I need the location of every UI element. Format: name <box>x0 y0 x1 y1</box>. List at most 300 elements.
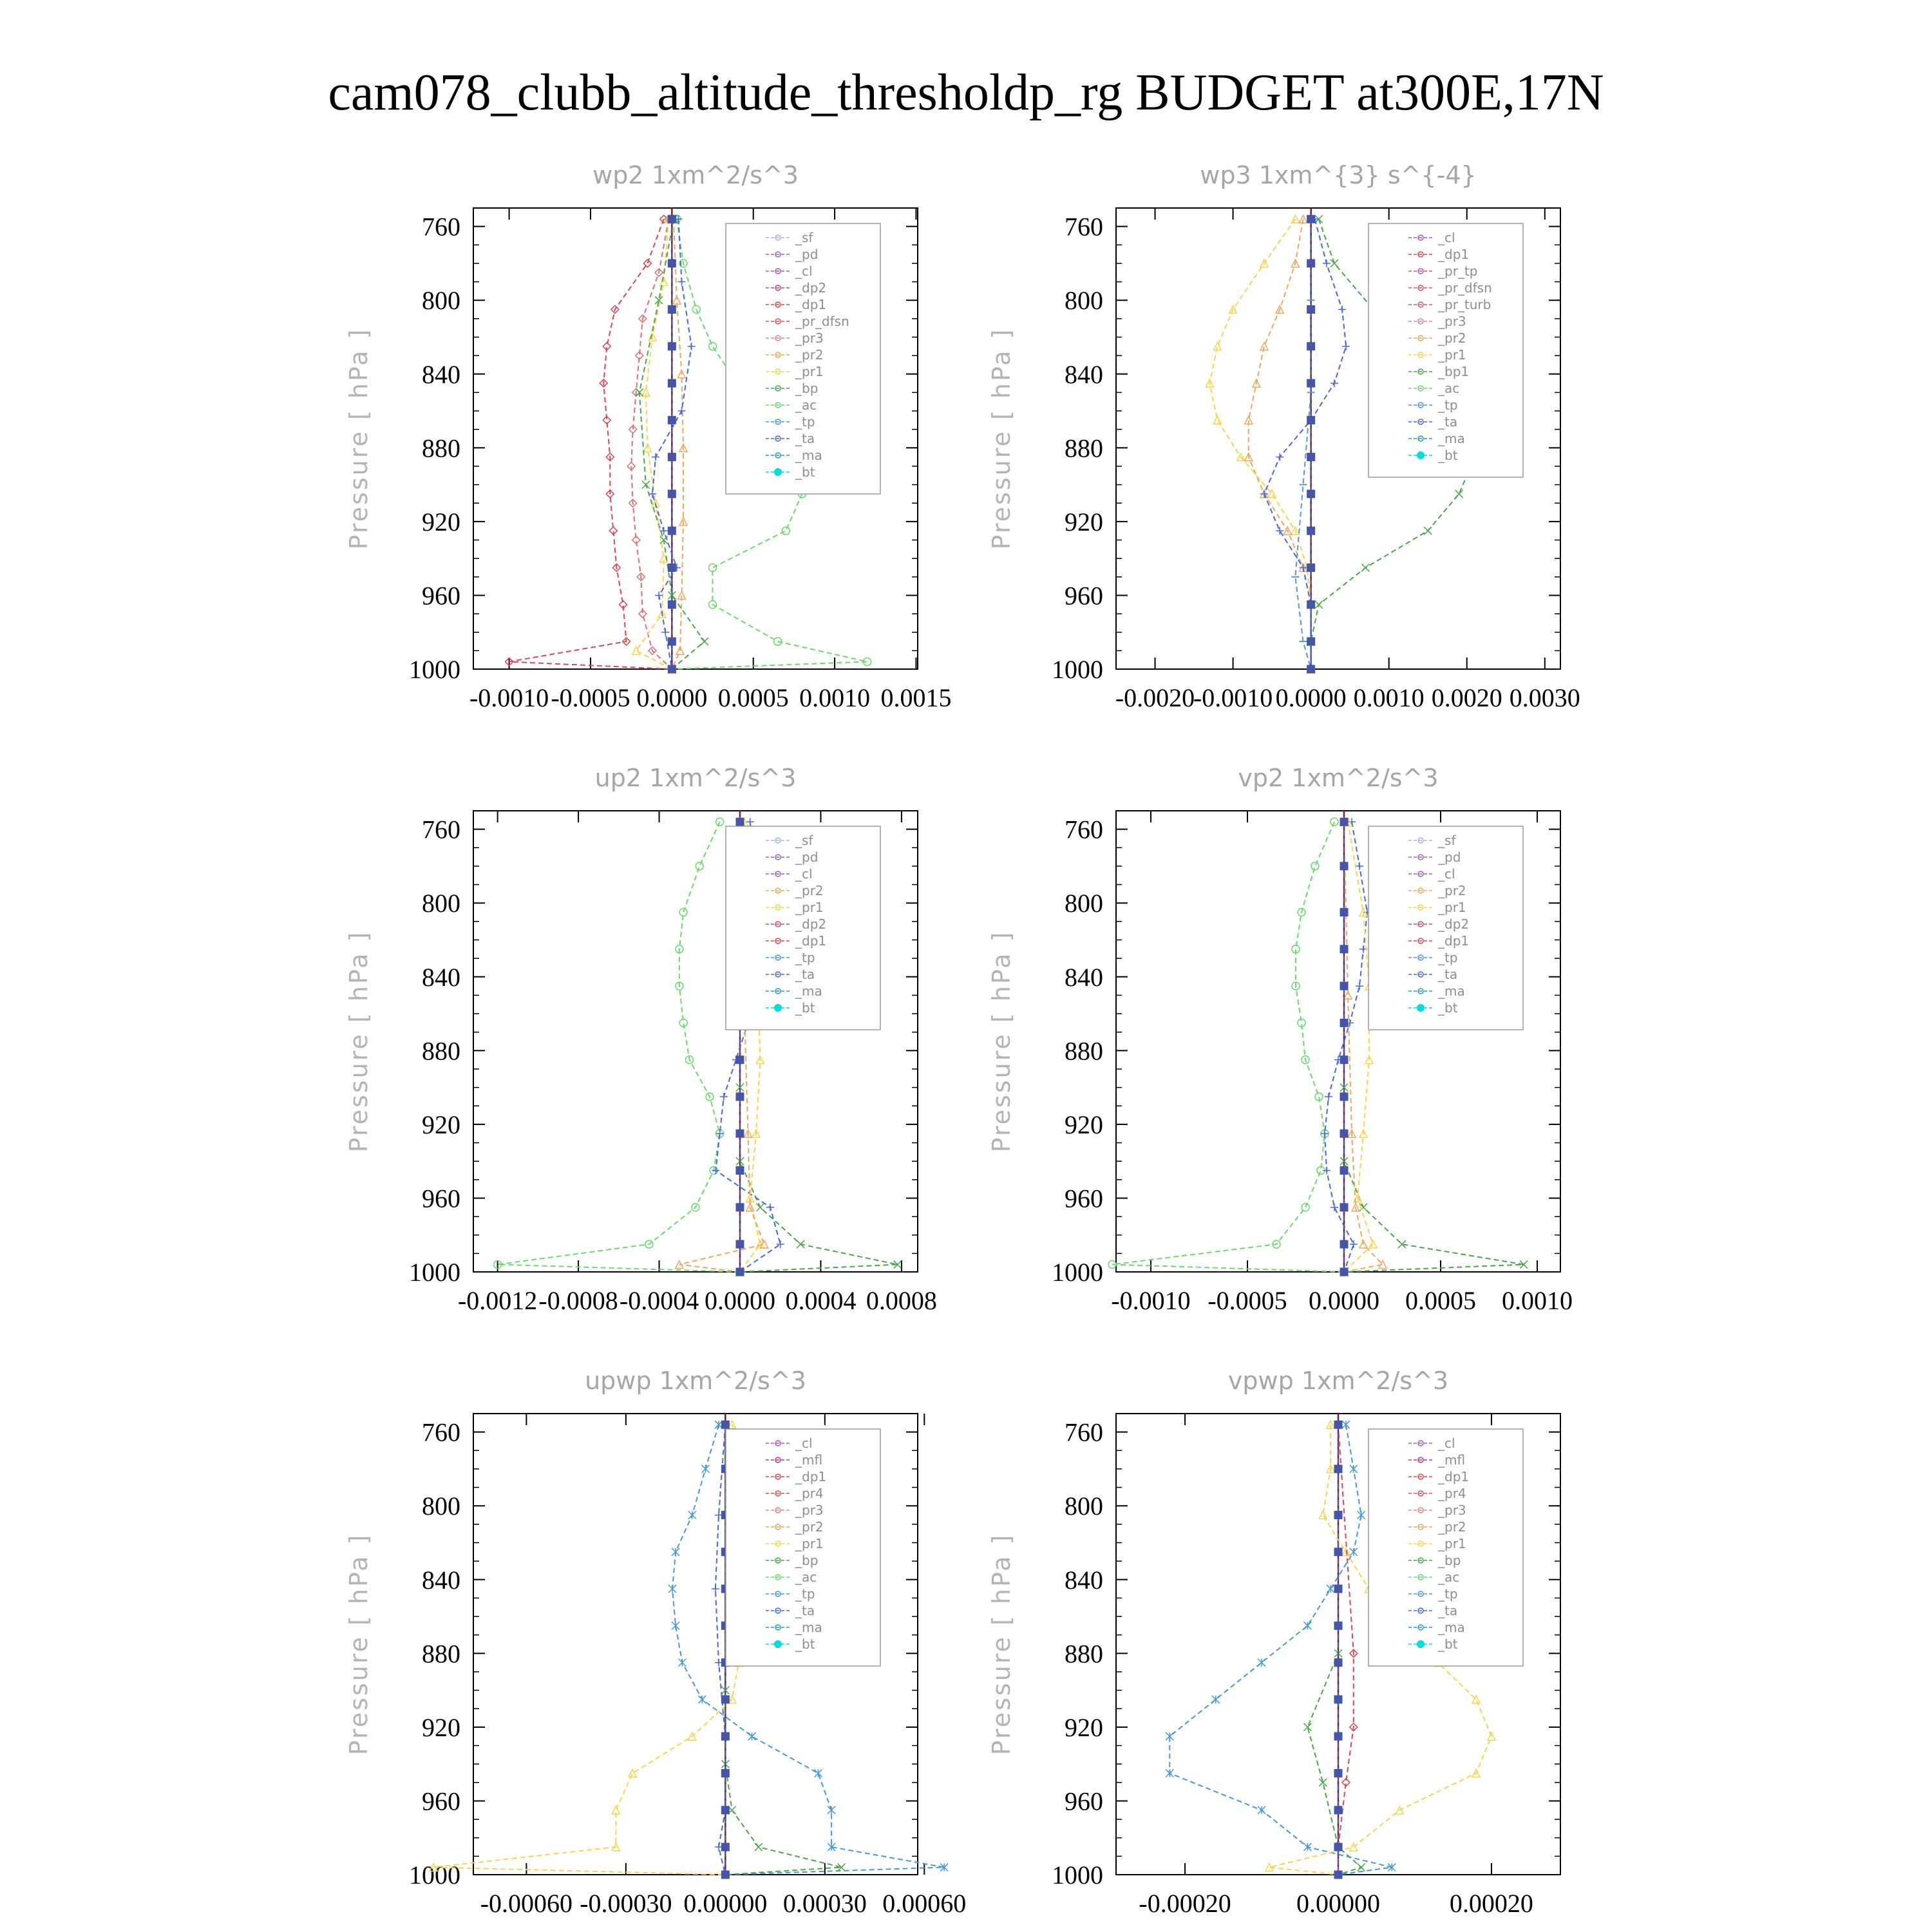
data-point <box>642 481 650 489</box>
data-point <box>1302 1204 1309 1211</box>
legend-label: _pr3 <box>1438 1502 1466 1518</box>
legend-label: _pr_turb <box>1438 297 1492 312</box>
legend-label: _pr_tp <box>1438 263 1478 279</box>
x-tick-label: 0.0030 <box>1509 683 1580 712</box>
legend-label: _dp1 <box>795 1469 827 1484</box>
legend-label: _dp1 <box>795 297 827 312</box>
legend-label: _pr4 <box>795 1486 824 1501</box>
data-point <box>1342 1421 1350 1428</box>
data-point <box>1340 1204 1348 1211</box>
y-tick-label: 800 <box>1065 889 1103 918</box>
data-point <box>1334 1511 1342 1519</box>
legend <box>1368 1429 1523 1666</box>
data-point <box>721 1696 729 1703</box>
x-tick-label: 0.0000 <box>1275 683 1347 712</box>
x-tick-label: 0.0004 <box>785 1286 857 1315</box>
data-point <box>1325 1093 1332 1101</box>
x-tick-label: -0.0005 <box>551 683 630 712</box>
data-point <box>1340 862 1348 870</box>
data-point <box>1166 1769 1173 1777</box>
data-point <box>1455 490 1463 498</box>
y-tick-label: 1000 <box>1052 1258 1103 1287</box>
legend-marker <box>1417 451 1425 459</box>
data-point <box>1334 1659 1342 1667</box>
y-tick-label: 760 <box>422 212 460 242</box>
data-point <box>632 647 640 654</box>
data-point <box>1340 945 1348 953</box>
y-axis-label: Pressure [ hPa ] <box>345 327 373 550</box>
data-point <box>1327 1585 1334 1593</box>
legend-marker <box>774 1640 782 1648</box>
y-tick-label: 840 <box>1065 1565 1103 1595</box>
legend-label: _ta <box>1438 1603 1458 1618</box>
legend <box>1368 826 1523 1030</box>
data-point <box>1334 1585 1342 1593</box>
legend-label: _mfl <box>1438 1452 1466 1468</box>
legend-label: _cl <box>1438 230 1455 245</box>
y-tick-label: 960 <box>1065 581 1103 611</box>
data-point <box>655 591 663 599</box>
y-tick-label: 1000 <box>409 655 460 684</box>
series-line <box>1264 219 1346 669</box>
legend-label: _sf <box>795 833 813 848</box>
data-point <box>1260 490 1268 498</box>
data-point <box>1307 416 1315 424</box>
panel-title: vpwp 1xm^2/s^3 <box>1227 1367 1449 1395</box>
legend-label: _mfl <box>795 1452 823 1468</box>
legend-label: _bp1 <box>1438 364 1470 379</box>
data-point <box>1307 638 1315 645</box>
data-point <box>815 1769 822 1777</box>
y-tick-label: 960 <box>422 581 460 611</box>
data-point <box>1356 982 1363 990</box>
legend-label: _bp <box>1438 1553 1461 1568</box>
y-tick-label: 760 <box>1065 212 1103 242</box>
x-tick-label: 0.0005 <box>1405 1286 1476 1315</box>
legend-label: _dp1 <box>795 933 827 949</box>
data-point <box>1334 1421 1342 1428</box>
legend-marker <box>1417 1640 1425 1648</box>
panel-5 <box>345 1367 966 1918</box>
x-tick-label: 0.00000 <box>683 1889 768 1918</box>
y-tick-label: 1000 <box>1052 655 1103 684</box>
y-tick-label: 960 <box>422 1184 460 1213</box>
data-point <box>1340 1268 1348 1276</box>
series-dp2 <box>506 215 676 673</box>
data-point <box>828 1806 835 1814</box>
legend-label: _cl <box>795 1435 813 1451</box>
legend-label: _ta <box>795 431 815 446</box>
data-point <box>1388 1864 1396 1871</box>
data-point <box>1315 601 1323 609</box>
legend-label: _ta <box>795 967 815 982</box>
data-point <box>1331 1204 1338 1211</box>
legend-label: _pr2 <box>795 347 824 363</box>
legend-label: _pr2 <box>795 883 824 898</box>
data-point <box>721 1732 729 1740</box>
y-tick-label: 840 <box>422 962 460 992</box>
legend-label: _bp <box>795 1553 819 1568</box>
legend-label: _dp1 <box>1438 247 1470 262</box>
y-axis-label: Pressure [ hPa ] <box>345 1533 373 1756</box>
legend-label: _pr1 <box>795 1536 824 1551</box>
series-ta <box>1260 215 1350 673</box>
x-tick-label: -0.00060 <box>480 1889 573 1918</box>
legend-label: _ma <box>1438 1620 1465 1635</box>
x-tick-label: 0.0020 <box>1431 683 1502 712</box>
data-point <box>678 1659 686 1667</box>
series-pr1 <box>430 1421 769 1879</box>
data-point <box>1358 1864 1365 1871</box>
data-point <box>1166 1732 1173 1740</box>
data-point <box>721 1769 729 1777</box>
legend-label: _bt <box>795 1000 815 1016</box>
panel-4 <box>987 764 1573 1315</box>
legend-label: _pr_dfsn <box>795 314 849 329</box>
legend-label: _pr3 <box>795 1502 824 1518</box>
legend-label: _tp <box>1438 1586 1458 1602</box>
data-point <box>1340 1130 1348 1137</box>
data-point <box>1358 1511 1365 1519</box>
x-tick-label: 0.00060 <box>882 1889 967 1918</box>
y-tick-label: 920 <box>422 1712 460 1742</box>
y-tick-label: 840 <box>422 1565 460 1595</box>
data-point <box>668 416 676 424</box>
legend-label: _bt <box>1438 1000 1458 1016</box>
data-point <box>777 1240 784 1248</box>
data-point <box>668 343 676 350</box>
data-point <box>1340 1019 1348 1027</box>
data-point <box>1350 1548 1358 1556</box>
data-point <box>1348 818 1356 826</box>
series-ma <box>1166 1421 1396 1879</box>
legend-label: _dp1 <box>1438 1469 1470 1484</box>
data-point <box>736 818 744 826</box>
series-pr2 <box>1245 215 1315 673</box>
series-line <box>1170 1425 1392 1875</box>
y-tick-label: 800 <box>422 1492 460 1521</box>
series-dp1 <box>1108 818 1348 1276</box>
series-line <box>1112 822 1344 1272</box>
data-point <box>756 1204 764 1211</box>
y-tick-label: 960 <box>1065 1786 1103 1816</box>
data-point <box>1334 1696 1342 1703</box>
data-point <box>701 638 708 645</box>
legend-label: _pr3 <box>795 330 824 346</box>
data-point <box>1342 343 1350 350</box>
data-point <box>661 629 669 636</box>
legend-label: _bt <box>795 464 815 480</box>
legend-label: _ac <box>795 1569 817 1585</box>
x-tick-label: 0.00020 <box>1449 1889 1533 1918</box>
legend-label: _pr1 <box>1438 900 1466 915</box>
legend-marker <box>774 1004 782 1012</box>
data-point <box>736 1130 744 1137</box>
data-point <box>1340 818 1348 826</box>
data-point <box>668 601 676 609</box>
data-point <box>1258 1659 1265 1667</box>
data-point <box>1340 1166 1348 1174</box>
data-point <box>712 1166 719 1174</box>
legend-label: _tp <box>1438 950 1458 965</box>
data-point <box>720 1093 728 1101</box>
data-point <box>755 1843 762 1851</box>
y-tick-label: 880 <box>1065 1639 1103 1669</box>
x-tick-label: 0.0010 <box>1353 683 1425 712</box>
y-tick-label: 840 <box>422 359 460 389</box>
data-point <box>1331 379 1338 387</box>
x-tick-label: 0.0000 <box>636 683 708 712</box>
data-point <box>1258 1806 1265 1814</box>
data-point <box>1334 1843 1342 1851</box>
data-point <box>668 379 676 387</box>
y-tick-label: 920 <box>422 507 460 536</box>
x-tick-label: 0.0008 <box>866 1286 937 1315</box>
data-point <box>736 1093 744 1101</box>
data-point <box>1307 343 1315 350</box>
data-point <box>1334 1548 1342 1556</box>
y-tick-label: 880 <box>422 1036 460 1066</box>
y-tick-label: 760 <box>1065 815 1103 844</box>
data-point <box>678 407 686 415</box>
legend-label: _ta <box>795 1603 815 1618</box>
legend-marker <box>774 468 782 476</box>
data-point <box>1303 1622 1311 1629</box>
legend-label: _ac <box>1438 1569 1460 1585</box>
data-point <box>709 564 717 571</box>
data-point <box>1361 564 1369 571</box>
data-point <box>721 1871 729 1879</box>
data-point <box>1307 601 1315 609</box>
x-tick-label: -0.0005 <box>1208 1286 1287 1315</box>
x-tick-label: -0.00030 <box>580 1889 672 1918</box>
legend-label: _ac <box>1438 381 1460 396</box>
data-point <box>1356 862 1363 870</box>
legend-label: _pr1 <box>795 900 824 915</box>
y-tick-label: 880 <box>1065 433 1103 463</box>
legend-label: _pr2 <box>795 1519 824 1535</box>
data-point <box>688 343 696 350</box>
data-point <box>1307 453 1315 461</box>
x-tick-label: -0.0008 <box>538 1286 618 1315</box>
y-tick-label: 800 <box>1065 1492 1103 1521</box>
legend-label: _pr1 <box>1438 347 1466 363</box>
data-point <box>1303 1723 1311 1731</box>
x-tick-label: 0.00030 <box>782 1889 867 1918</box>
x-tick-label: 0.0010 <box>1502 1286 1573 1315</box>
x-tick-label: -0.0020 <box>1115 683 1195 712</box>
data-point <box>668 490 676 498</box>
legend-label: _pd <box>795 849 819 865</box>
data-point <box>1334 1622 1342 1629</box>
legend-label: _tp <box>795 950 815 965</box>
data-point <box>736 1204 744 1211</box>
data-point <box>668 1585 676 1593</box>
legend-label: _pr4 <box>1438 1486 1466 1501</box>
data-point <box>1323 260 1331 267</box>
panel-title: wp2 1xm^2/s^3 <box>592 161 799 189</box>
y-tick-label: 760 <box>422 815 460 844</box>
y-tick-label: 920 <box>422 1110 460 1139</box>
legend-label: _sf <box>795 230 813 245</box>
data-point <box>736 1240 744 1248</box>
data-point <box>1338 306 1346 314</box>
data-point <box>1307 260 1315 267</box>
y-tick-label: 800 <box>1065 286 1103 316</box>
y-tick-label: 960 <box>422 1786 460 1816</box>
y-tick-label: 920 <box>1065 1110 1103 1139</box>
x-tick-label: -0.0012 <box>457 1286 538 1315</box>
series-line <box>498 822 740 1272</box>
legend-label: _dp1 <box>1438 933 1470 949</box>
legend-label: _dp2 <box>1438 916 1470 932</box>
data-point <box>1307 564 1315 571</box>
data-point <box>782 527 790 535</box>
series-line <box>433 1425 765 1875</box>
data-point <box>1334 1806 1342 1814</box>
panel-title: vp2 1xm^2/s^3 <box>1238 764 1439 792</box>
data-point <box>668 564 676 571</box>
legend <box>726 826 880 1030</box>
y-axis-label: Pressure [ hPa ] <box>345 930 373 1153</box>
legend-label: _sf <box>1438 833 1456 848</box>
legend-label: _cl <box>1438 866 1455 882</box>
x-tick-label: -0.0004 <box>619 1286 699 1315</box>
legend-label: _pr3 <box>1438 314 1466 329</box>
data-point <box>668 638 676 645</box>
panel-2 <box>987 161 1580 712</box>
data-point <box>1331 260 1338 267</box>
panel-title: upwp 1xm^2/s^3 <box>585 1367 806 1395</box>
data-point <box>1331 818 1338 826</box>
y-tick-label: 880 <box>422 1639 460 1669</box>
y-tick-label: 920 <box>1065 1712 1103 1742</box>
series-line <box>1209 219 1311 669</box>
panel-title: wp3 1xm^{3} s^{-4} <box>1200 161 1477 189</box>
data-point <box>1276 527 1283 535</box>
data-point <box>1424 527 1432 535</box>
y-axis-label: Pressure [ hPa ] <box>987 930 1016 1153</box>
legend <box>1368 223 1523 477</box>
panel-3 <box>345 764 937 1315</box>
data-point <box>668 527 676 535</box>
data-point <box>1334 1465 1342 1473</box>
legend-label: _bt <box>795 1636 815 1652</box>
data-point <box>678 278 686 286</box>
data-point <box>736 1056 744 1064</box>
legend-label: _pr_dfsn <box>1438 280 1492 296</box>
series-dp1 <box>494 818 744 1276</box>
data-point <box>1307 490 1315 498</box>
data-point <box>672 1622 679 1629</box>
legend-label: _dp2 <box>795 916 827 932</box>
x-tick-label: 0.0000 <box>1309 1286 1379 1315</box>
data-point <box>679 909 687 916</box>
y-tick-label: 800 <box>422 889 460 918</box>
legend-label: _ma <box>795 1620 822 1635</box>
y-tick-label: 1000 <box>409 1258 460 1287</box>
data-point <box>668 306 676 314</box>
y-tick-label: 840 <box>1065 359 1103 389</box>
legend-label: _bt <box>1438 448 1458 463</box>
legend-label: _pr1 <box>1438 1536 1466 1551</box>
y-tick-label: 880 <box>422 433 460 463</box>
legend-label: _bt <box>1438 1636 1458 1652</box>
legend <box>726 223 880 494</box>
legend-label: _tp <box>795 414 815 430</box>
y-tick-label: 760 <box>422 1417 460 1447</box>
y-axis-label: Pressure [ hPa ] <box>987 1533 1016 1756</box>
x-tick-label: 0.00000 <box>1296 1889 1380 1918</box>
legend-label: _bp <box>795 381 819 396</box>
data-point <box>1350 1465 1358 1473</box>
legend-label: _ma <box>1438 983 1465 999</box>
data-point <box>1340 1056 1348 1064</box>
data-point <box>668 453 676 461</box>
data-point <box>1307 665 1315 673</box>
y-tick-label: 1000 <box>409 1861 460 1889</box>
data-point <box>701 1465 709 1473</box>
y-tick-label: 1000 <box>1052 1861 1103 1889</box>
data-point <box>1334 1871 1342 1879</box>
legend-label: _tp <box>1438 397 1458 413</box>
legend-label: _pr2 <box>1438 330 1466 346</box>
data-point <box>688 1511 696 1519</box>
legend-label: _pd <box>1438 849 1461 865</box>
data-point <box>1334 1769 1342 1777</box>
data-point <box>1340 982 1348 990</box>
legend-label: _pr2 <box>1438 883 1466 898</box>
x-tick-label: 0.0005 <box>717 683 789 712</box>
data-point <box>716 818 724 826</box>
panel-6 <box>987 1367 1560 1918</box>
y-tick-label: 800 <box>422 286 460 316</box>
x-tick-label: -0.0010 <box>1111 1286 1191 1315</box>
data-point <box>1212 1696 1220 1703</box>
panel-1 <box>345 161 951 712</box>
legend-label: _ma <box>795 448 822 463</box>
legend-label: _dp2 <box>795 280 827 296</box>
legend-label: _ma <box>1438 431 1465 446</box>
data-point <box>1291 215 1299 223</box>
data-point <box>698 1696 706 1703</box>
data-point <box>1334 1732 1342 1740</box>
series-line <box>1249 219 1311 669</box>
data-point <box>766 1204 774 1211</box>
data-point <box>721 1843 729 1851</box>
y-axis-label: Pressure [ hPa ] <box>987 327 1016 550</box>
y-tick-label: 960 <box>1065 1184 1103 1213</box>
data-point <box>1276 453 1283 461</box>
legend-label: _tp <box>795 1586 815 1602</box>
data-point <box>696 862 703 870</box>
data-point <box>1340 909 1348 916</box>
legend-label: _cl <box>795 866 813 882</box>
data-point <box>1307 379 1315 387</box>
data-point <box>1350 1240 1358 1248</box>
data-point <box>672 1548 679 1556</box>
data-point <box>668 260 676 267</box>
data-point <box>721 1421 729 1428</box>
legend-label: _ma <box>795 983 822 999</box>
data-point <box>629 1769 636 1777</box>
x-tick-label: -0.0010 <box>469 683 549 712</box>
y-tick-label: 880 <box>1065 1036 1103 1066</box>
data-point <box>1307 306 1315 314</box>
legend-label: _ta <box>1438 967 1458 982</box>
data-point <box>1340 1093 1348 1101</box>
data-point <box>748 1732 756 1740</box>
